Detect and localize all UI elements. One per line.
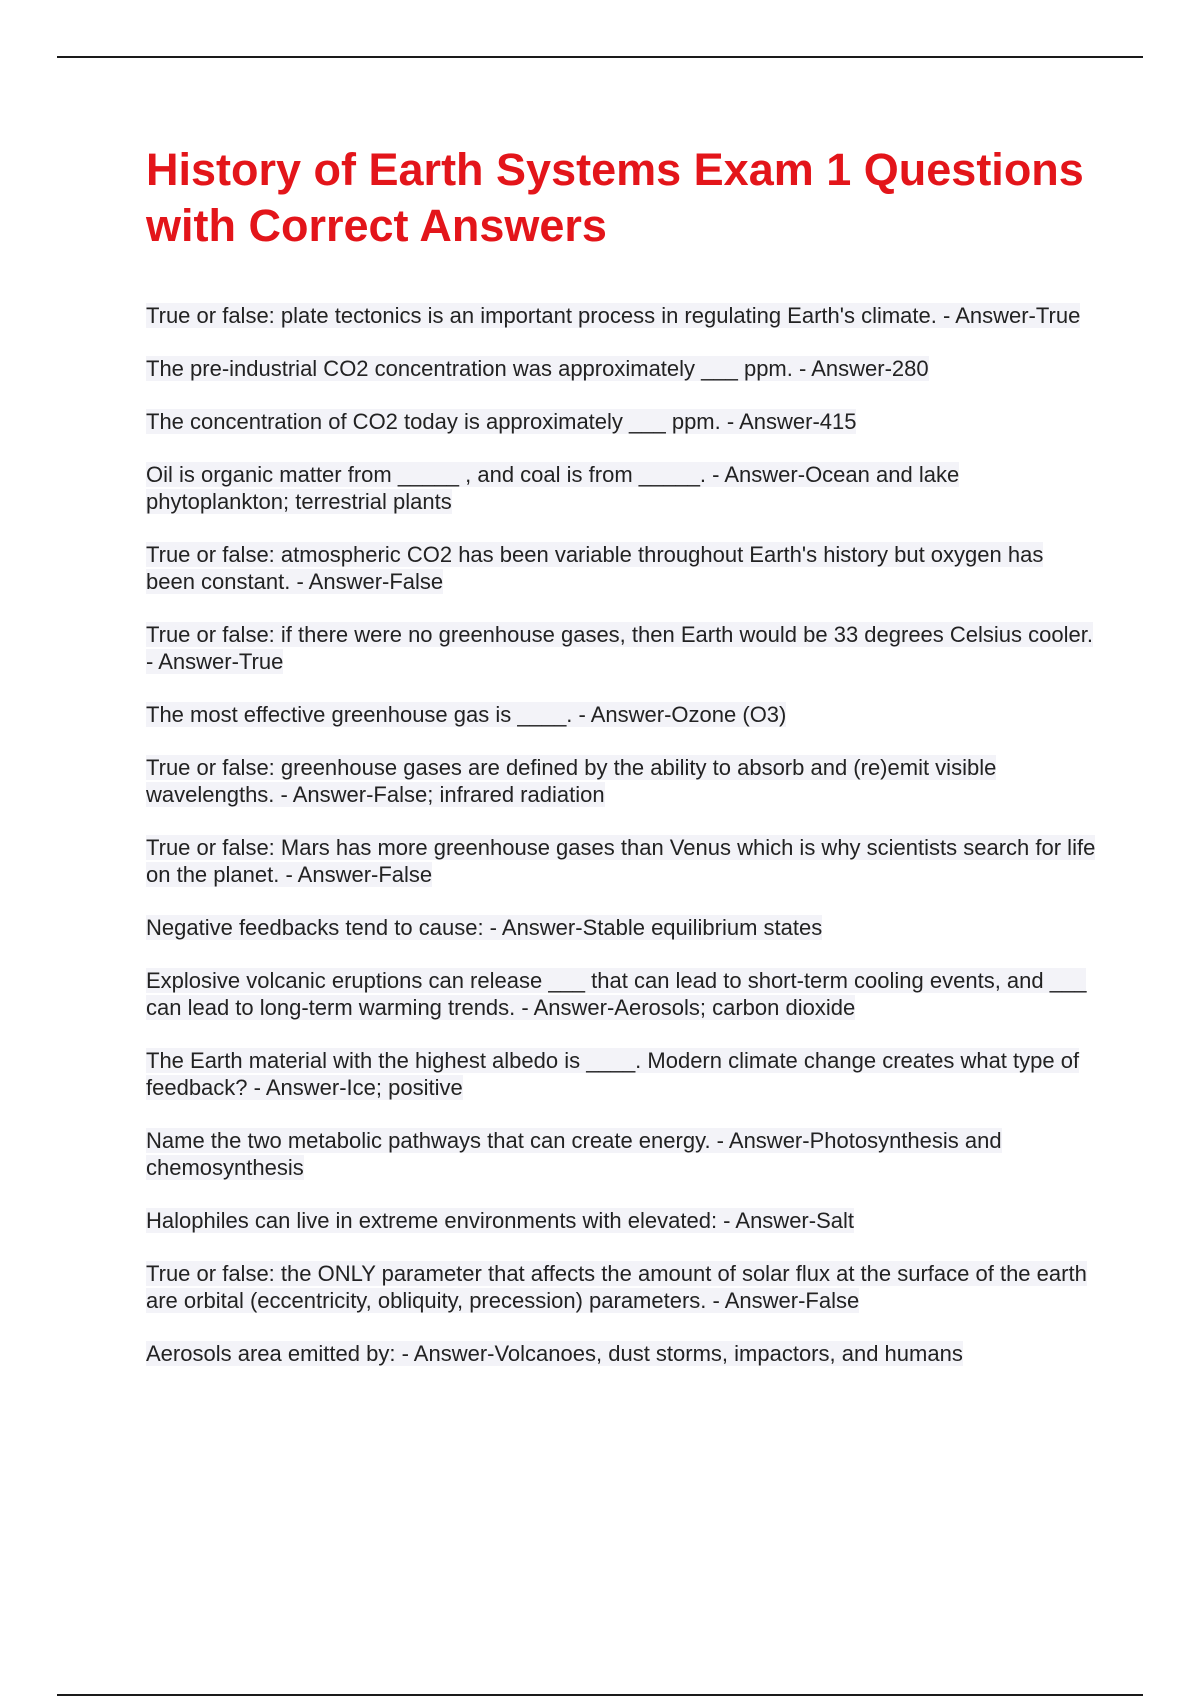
qa-text: Explosive volcanic eruptions can release ___ that can lead to short-term cooling events, and ___ can lead to long-term warming trends. - Answer-Aerosols; carbon dioxide xyxy=(146,968,1087,1020)
qa-text: True or false: atmospheric CO2 has been variable throughout Earth's history but oxygen has been constant. - Answer-False xyxy=(146,542,1044,594)
qa-item xyxy=(146,541,1096,595)
qa-text: Oil is organic matter from _____ , and coal is from _____. - Answer-Ocean and lake phytoplankton; terrestrial plants xyxy=(146,462,960,514)
qa-text: True or false: Mars has more greenhouse gases than Venus which is why scientists search for life on the planet. - Answer-False xyxy=(146,835,1096,887)
qa-item xyxy=(146,302,1096,329)
bottom-rule xyxy=(57,1694,1143,1696)
qa-text: Name the two metabolic pathways that can create energy. - Answer-Photosynthesis and chemosynthesis xyxy=(146,1128,1002,1180)
qa-text: True or false: greenhouse gases are defined by the ability to absorb and (re)emit visible wavelengths. - Answer-False; infrared radiation xyxy=(146,755,997,807)
qa-item xyxy=(146,621,1096,675)
document-title: History of Earth Systems Exam 1 Questions with Correct Answers xyxy=(146,144,1084,251)
qa-item xyxy=(146,914,1096,941)
qa-text: The concentration of CO2 today is approximately ___ ppm. - Answer-415 xyxy=(146,409,857,434)
qa-text: Negative feedbacks tend to cause: - Answer-Stable equilibrium states xyxy=(146,915,823,940)
qa-text: The Earth material with the highest albedo is ____. Modern climate change creates what type of feedback? - Answer-Ice; positive xyxy=(146,1048,1080,1100)
qa-item xyxy=(146,1207,1096,1234)
qa-item xyxy=(146,967,1096,1021)
qa-text: The most effective greenhouse gas is ____. - Answer-Ozone (O3) xyxy=(146,702,787,727)
qa-text: True or false: the ONLY parameter that affects the amount of solar flux at the surface of the earth are orbital (eccentricity, obliquity, precession) parameters. - Answer-False xyxy=(146,1261,1087,1313)
qa-text: True or false: if there were no greenhouse gases, then Earth would be 33 degrees Celsius cooler. - Answer-True xyxy=(146,622,1093,674)
qa-item xyxy=(146,834,1096,888)
top-rule xyxy=(57,56,1143,58)
qa-text: Halophiles can live in extreme environments with elevated: - Answer-Salt xyxy=(146,1208,854,1233)
qa-list xyxy=(146,302,1096,1367)
qa-text: True or false: plate tectonics is an important process in regulating Earth's climate. - Answer-True xyxy=(146,303,1081,328)
qa-item xyxy=(146,754,1096,808)
qa-item xyxy=(146,355,1096,382)
qa-text: Aerosols area emitted by: - Answer-Volcanoes, dust storms, impactors, and humans xyxy=(146,1341,963,1366)
qa-item xyxy=(146,1340,1096,1367)
qa-item xyxy=(146,1127,1096,1181)
qa-item xyxy=(146,701,1096,728)
qa-item xyxy=(146,1260,1096,1314)
qa-item xyxy=(146,461,1096,515)
document-body xyxy=(146,142,1096,1393)
qa-text: The pre-industrial CO2 concentration was approximately ___ ppm. - Answer-280 xyxy=(146,356,929,381)
qa-item xyxy=(146,1047,1096,1101)
qa-item xyxy=(146,408,1096,435)
